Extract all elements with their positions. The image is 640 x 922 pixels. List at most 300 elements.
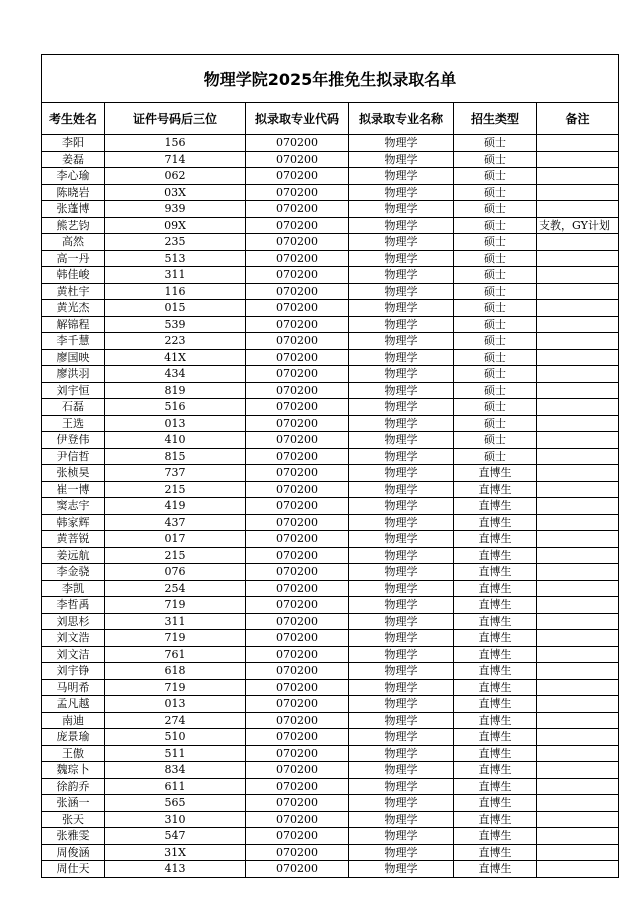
- table-row: [42, 184, 619, 201]
- major-code-cell: 070200: [246, 844, 349, 861]
- id-last3-cell: 013: [105, 415, 246, 432]
- id-last3-cell: 719: [105, 597, 246, 614]
- remarks-cell: [537, 481, 619, 498]
- remarks-cell: [537, 547, 619, 564]
- major-code-cell: 070200: [246, 316, 349, 333]
- id-last3-cell: 156: [105, 135, 246, 152]
- table-row: [42, 201, 619, 218]
- major-code-cell: 070200: [246, 531, 349, 548]
- id-last3-cell: 254: [105, 580, 246, 597]
- major-name-cell: 物理学: [349, 531, 454, 548]
- table-row: [42, 580, 619, 597]
- admission-type-cell: 硕士: [454, 135, 537, 152]
- major-code-cell: 070200: [246, 333, 349, 350]
- id-last3-cell: 719: [105, 630, 246, 647]
- major-name-cell: 物理学: [349, 349, 454, 366]
- remarks-cell: [537, 151, 619, 168]
- admission-type-cell: 直博生: [454, 481, 537, 498]
- remarks-cell: [537, 811, 619, 828]
- admission-type-cell: 硕士: [454, 432, 537, 449]
- major-code-cell: 070200: [246, 300, 349, 317]
- admission-type-cell: 硕士: [454, 366, 537, 383]
- major-name-cell: 物理学: [349, 729, 454, 746]
- remarks-cell: [537, 514, 619, 531]
- table-row: [42, 828, 619, 845]
- major-code-cell: 070200: [246, 547, 349, 564]
- major-code-cell: 070200: [246, 580, 349, 597]
- table-row: [42, 481, 619, 498]
- name-cell: 刘文浩: [42, 630, 105, 647]
- admission-type-cell: 直博生: [454, 597, 537, 614]
- table-row: [42, 283, 619, 300]
- table-row: [42, 531, 619, 548]
- table-row: [42, 613, 619, 630]
- major-code-cell: 070200: [246, 745, 349, 762]
- id-last3-cell: 547: [105, 828, 246, 845]
- major-name-cell: 物理学: [349, 283, 454, 300]
- admission-type-cell: 直博生: [454, 547, 537, 564]
- admission-type-cell: 硕士: [454, 415, 537, 432]
- name-cell: 姜磊: [42, 151, 105, 168]
- admission-type-cell: 直博生: [454, 613, 537, 630]
- id-last3-cell: 611: [105, 778, 246, 795]
- major-code-cell: 070200: [246, 663, 349, 680]
- name-cell: 廖洪羽: [42, 366, 105, 383]
- id-last3-cell: 618: [105, 663, 246, 680]
- major-code-cell: 070200: [246, 729, 349, 746]
- remarks-cell: [537, 597, 619, 614]
- major-name-cell: 物理学: [349, 498, 454, 515]
- id-last3-cell: 511: [105, 745, 246, 762]
- remarks-cell: [537, 795, 619, 812]
- admission-type-cell: 硕士: [454, 333, 537, 350]
- name-cell: 王选: [42, 415, 105, 432]
- admission-type-cell: 硕士: [454, 382, 537, 399]
- remarks-cell: [537, 168, 619, 185]
- major-name-cell: 物理学: [349, 399, 454, 416]
- id-last3-cell: 223: [105, 333, 246, 350]
- sheet-title: 物理学院2025年推免生拟录取名单: [42, 55, 619, 103]
- remarks-cell: [537, 613, 619, 630]
- remarks-cell: [537, 415, 619, 432]
- table-row: [42, 267, 619, 284]
- name-cell: 张涵一: [42, 795, 105, 812]
- table-row: [42, 316, 619, 333]
- name-cell: 黄光杰: [42, 300, 105, 317]
- remarks-cell: [537, 382, 619, 399]
- major-code-cell: 070200: [246, 399, 349, 416]
- major-code-cell: 070200: [246, 481, 349, 498]
- table-row: [42, 778, 619, 795]
- name-cell: 陈晓岩: [42, 184, 105, 201]
- major-name-cell: 物理学: [349, 679, 454, 696]
- name-cell: 张蓬博: [42, 201, 105, 218]
- id-last3-cell: 310: [105, 811, 246, 828]
- major-code-cell: 070200: [246, 234, 349, 251]
- name-cell: 黄杜宇: [42, 283, 105, 300]
- id-last3-cell: 116: [105, 283, 246, 300]
- table-row: [42, 333, 619, 350]
- admission-type-cell: 硕士: [454, 217, 537, 234]
- admission-type-cell: 直博生: [454, 745, 537, 762]
- major-name-cell: 物理学: [349, 168, 454, 185]
- admission-type-cell: 直博生: [454, 844, 537, 861]
- id-last3-cell: 076: [105, 564, 246, 581]
- major-name-cell: 物理学: [349, 448, 454, 465]
- remarks-cell: [537, 844, 619, 861]
- admission-type-cell: 直博生: [454, 828, 537, 845]
- admission-type-cell: 直博生: [454, 679, 537, 696]
- table-row: [42, 663, 619, 680]
- table-row: [42, 448, 619, 465]
- remarks-cell: [537, 250, 619, 267]
- admission-type-cell: 硕士: [454, 201, 537, 218]
- id-last3-cell: 539: [105, 316, 246, 333]
- name-cell: 伊登伟: [42, 432, 105, 449]
- remarks-cell: [537, 531, 619, 548]
- name-cell: 刘宇恒: [42, 382, 105, 399]
- table-row: [42, 564, 619, 581]
- remarks-cell: [537, 498, 619, 515]
- id-last3-cell: 062: [105, 168, 246, 185]
- major-code-cell: 070200: [246, 432, 349, 449]
- id-last3-cell: 311: [105, 267, 246, 284]
- name-cell: 李哲禹: [42, 597, 105, 614]
- major-name-cell: 物理学: [349, 481, 454, 498]
- remarks-cell: [537, 580, 619, 597]
- major-code-cell: 070200: [246, 597, 349, 614]
- admission-type-cell: 硕士: [454, 399, 537, 416]
- id-last3-cell: 017: [105, 531, 246, 548]
- table-row: [42, 795, 619, 812]
- name-cell: 窦志宇: [42, 498, 105, 515]
- name-cell: 马明希: [42, 679, 105, 696]
- name-cell: 刘文洁: [42, 646, 105, 663]
- name-cell: 李凯: [42, 580, 105, 597]
- remarks-cell: 支教，GY计划: [537, 217, 619, 234]
- id-last3-cell: 09X: [105, 217, 246, 234]
- remarks-cell: [537, 316, 619, 333]
- admission-type-cell: 硕士: [454, 349, 537, 366]
- major-code-cell: 070200: [246, 349, 349, 366]
- name-cell: 李心瑜: [42, 168, 105, 185]
- admission-type-cell: 直博生: [454, 861, 537, 878]
- major-name-cell: 物理学: [349, 250, 454, 267]
- remarks-cell: [537, 234, 619, 251]
- table-row: [42, 217, 619, 234]
- id-last3-cell: 274: [105, 712, 246, 729]
- major-name-cell: 物理学: [349, 151, 454, 168]
- name-cell: 刘宇铮: [42, 663, 105, 680]
- major-code-cell: 070200: [246, 250, 349, 267]
- id-last3-cell: 714: [105, 151, 246, 168]
- table-row: [42, 630, 619, 647]
- id-last3-cell: 311: [105, 613, 246, 630]
- major-code-cell: 070200: [246, 184, 349, 201]
- header-major-code: 拟录取专业代码: [246, 103, 349, 135]
- major-name-cell: 物理学: [349, 135, 454, 152]
- major-code-cell: 070200: [246, 778, 349, 795]
- major-name-cell: 物理学: [349, 316, 454, 333]
- header-row: [42, 103, 619, 135]
- name-cell: 熊艺钧: [42, 217, 105, 234]
- admission-type-cell: 硕士: [454, 234, 537, 251]
- admission-type-cell: 硕士: [454, 168, 537, 185]
- remarks-cell: [537, 432, 619, 449]
- table-row: [42, 135, 619, 152]
- admission-type-cell: 直博生: [454, 778, 537, 795]
- remarks-cell: [537, 712, 619, 729]
- remarks-cell: [537, 465, 619, 482]
- remarks-cell: [537, 778, 619, 795]
- major-name-cell: 物理学: [349, 712, 454, 729]
- remarks-cell: [537, 300, 619, 317]
- admission-type-cell: 直博生: [454, 646, 537, 663]
- admission-type-cell: 硕士: [454, 316, 537, 333]
- name-cell: 崔一博: [42, 481, 105, 498]
- name-cell: 孟凡越: [42, 696, 105, 713]
- table-row: [42, 382, 619, 399]
- major-name-cell: 物理学: [349, 514, 454, 531]
- name-cell: 南迪: [42, 712, 105, 729]
- table-row: [42, 729, 619, 746]
- name-cell: 徐韵乔: [42, 778, 105, 795]
- admission-type-cell: 直博生: [454, 564, 537, 581]
- remarks-cell: [537, 828, 619, 845]
- major-name-cell: 物理学: [349, 382, 454, 399]
- major-name-cell: 物理学: [349, 663, 454, 680]
- admission-type-cell: 直博生: [454, 465, 537, 482]
- major-code-cell: 070200: [246, 696, 349, 713]
- admission-type-cell: 直博生: [454, 498, 537, 515]
- table-row: [42, 547, 619, 564]
- id-last3-cell: 516: [105, 399, 246, 416]
- major-code-cell: 070200: [246, 828, 349, 845]
- name-cell: 李金骁: [42, 564, 105, 581]
- major-code-cell: 070200: [246, 382, 349, 399]
- id-last3-cell: 819: [105, 382, 246, 399]
- id-last3-cell: 939: [105, 201, 246, 218]
- table-row: [42, 696, 619, 713]
- admission-type-cell: 硕士: [454, 250, 537, 267]
- major-name-cell: 物理学: [349, 300, 454, 317]
- id-last3-cell: 510: [105, 729, 246, 746]
- id-last3-cell: 719: [105, 679, 246, 696]
- major-code-cell: 070200: [246, 283, 349, 300]
- major-code-cell: 070200: [246, 415, 349, 432]
- major-code-cell: 070200: [246, 465, 349, 482]
- remarks-cell: [537, 663, 619, 680]
- table-row: [42, 844, 619, 861]
- table-row: [42, 151, 619, 168]
- major-name-cell: 物理学: [349, 630, 454, 647]
- major-name-cell: 物理学: [349, 267, 454, 284]
- remarks-cell: [537, 745, 619, 762]
- id-last3-cell: 013: [105, 696, 246, 713]
- major-code-cell: 070200: [246, 448, 349, 465]
- name-cell: 李阳: [42, 135, 105, 152]
- major-name-cell: 物理学: [349, 580, 454, 597]
- remarks-cell: [537, 201, 619, 218]
- remarks-cell: [537, 349, 619, 366]
- major-name-cell: 物理学: [349, 547, 454, 564]
- remarks-cell: [537, 762, 619, 779]
- major-code-cell: 070200: [246, 498, 349, 515]
- major-code-cell: 070200: [246, 630, 349, 647]
- admission-type-cell: 硕士: [454, 300, 537, 317]
- name-cell: 张桢昊: [42, 465, 105, 482]
- major-name-cell: 物理学: [349, 762, 454, 779]
- remarks-cell: [537, 283, 619, 300]
- table-row: [42, 679, 619, 696]
- remarks-cell: [537, 448, 619, 465]
- name-cell: 王傲: [42, 745, 105, 762]
- major-name-cell: 物理学: [349, 778, 454, 795]
- admission-type-cell: 直博生: [454, 663, 537, 680]
- major-name-cell: 物理学: [349, 696, 454, 713]
- id-last3-cell: 235: [105, 234, 246, 251]
- admission-type-cell: 直博生: [454, 762, 537, 779]
- major-code-cell: 070200: [246, 646, 349, 663]
- table-row: [42, 349, 619, 366]
- id-last3-cell: 513: [105, 250, 246, 267]
- admission-type-cell: 直博生: [454, 712, 537, 729]
- major-code-cell: 070200: [246, 267, 349, 284]
- major-name-cell: 物理学: [349, 795, 454, 812]
- major-name-cell: 物理学: [349, 217, 454, 234]
- name-cell: 韩家辉: [42, 514, 105, 531]
- id-last3-cell: 215: [105, 481, 246, 498]
- major-code-cell: 070200: [246, 366, 349, 383]
- remarks-cell: [537, 696, 619, 713]
- id-last3-cell: 815: [105, 448, 246, 465]
- name-cell: 刘思杉: [42, 613, 105, 630]
- major-name-cell: 物理学: [349, 811, 454, 828]
- id-last3-cell: 565: [105, 795, 246, 812]
- name-cell: 周俊涵: [42, 844, 105, 861]
- admission-type-cell: 硕士: [454, 184, 537, 201]
- header-admission-type: 招生类型: [454, 103, 537, 135]
- table-row: [42, 712, 619, 729]
- admission-type-cell: 硕士: [454, 151, 537, 168]
- table-row: [42, 646, 619, 663]
- id-last3-cell: 434: [105, 366, 246, 383]
- major-code-cell: 070200: [246, 514, 349, 531]
- remarks-cell: [537, 646, 619, 663]
- major-code-cell: 070200: [246, 168, 349, 185]
- major-code-cell: 070200: [246, 613, 349, 630]
- table-row: [42, 514, 619, 531]
- remarks-cell: [537, 630, 619, 647]
- name-cell: 高一丹: [42, 250, 105, 267]
- major-name-cell: 物理学: [349, 613, 454, 630]
- admission-list-table: [41, 54, 619, 878]
- remarks-cell: [537, 184, 619, 201]
- admission-type-cell: 硕士: [454, 267, 537, 284]
- major-code-cell: 070200: [246, 135, 349, 152]
- id-last3-cell: 31X: [105, 844, 246, 861]
- name-cell: 石磊: [42, 399, 105, 416]
- name-cell: 张雅雯: [42, 828, 105, 845]
- major-name-cell: 物理学: [349, 366, 454, 383]
- major-name-cell: 物理学: [349, 564, 454, 581]
- table-row: [42, 861, 619, 878]
- major-name-cell: 物理学: [349, 432, 454, 449]
- table-row: [42, 745, 619, 762]
- header-id-last3: 证件号码后三位: [105, 103, 246, 135]
- admission-type-cell: 硕士: [454, 448, 537, 465]
- remarks-cell: [537, 729, 619, 746]
- name-cell: 张天: [42, 811, 105, 828]
- id-last3-cell: 437: [105, 514, 246, 531]
- name-cell: 韩佳峻: [42, 267, 105, 284]
- table-row: [42, 811, 619, 828]
- major-code-cell: 070200: [246, 151, 349, 168]
- major-name-cell: 物理学: [349, 333, 454, 350]
- table-row: [42, 498, 619, 515]
- header-remarks: 备注: [537, 103, 619, 135]
- remarks-cell: [537, 679, 619, 696]
- table-row: [42, 168, 619, 185]
- table-row: [42, 366, 619, 383]
- table-row: [42, 432, 619, 449]
- major-name-cell: 物理学: [349, 597, 454, 614]
- id-last3-cell: 737: [105, 465, 246, 482]
- admission-type-cell: 直博生: [454, 514, 537, 531]
- table-row: [42, 762, 619, 779]
- major-code-cell: 070200: [246, 201, 349, 218]
- id-last3-cell: 015: [105, 300, 246, 317]
- id-last3-cell: 03X: [105, 184, 246, 201]
- admission-type-cell: 直博生: [454, 696, 537, 713]
- major-code-cell: 070200: [246, 217, 349, 234]
- admission-type-cell: 直博生: [454, 729, 537, 746]
- id-last3-cell: 410: [105, 432, 246, 449]
- major-name-cell: 物理学: [349, 646, 454, 663]
- name-cell: 姜远航: [42, 547, 105, 564]
- major-name-cell: 物理学: [349, 844, 454, 861]
- major-code-cell: 070200: [246, 795, 349, 812]
- admission-type-cell: 硕士: [454, 283, 537, 300]
- major-name-cell: 物理学: [349, 415, 454, 432]
- major-code-cell: 070200: [246, 861, 349, 878]
- id-last3-cell: 413: [105, 861, 246, 878]
- name-cell: 庞景瑜: [42, 729, 105, 746]
- name-cell: 黄菩锐: [42, 531, 105, 548]
- name-cell: 尹信哲: [42, 448, 105, 465]
- name-cell: 周仕天: [42, 861, 105, 878]
- remarks-cell: [537, 861, 619, 878]
- major-name-cell: 物理学: [349, 184, 454, 201]
- admission-type-cell: 直博生: [454, 580, 537, 597]
- table-row: [42, 465, 619, 482]
- id-last3-cell: 41X: [105, 349, 246, 366]
- major-name-cell: 物理学: [349, 828, 454, 845]
- name-cell: 解锦程: [42, 316, 105, 333]
- major-code-cell: 070200: [246, 762, 349, 779]
- header-name: 考生姓名: [42, 103, 105, 135]
- admission-type-cell: 直博生: [454, 531, 537, 548]
- table-row: [42, 300, 619, 317]
- header-major-name: 拟录取专业名称: [349, 103, 454, 135]
- major-name-cell: 物理学: [349, 201, 454, 218]
- remarks-cell: [537, 333, 619, 350]
- admission-type-cell: 直博生: [454, 630, 537, 647]
- id-last3-cell: 834: [105, 762, 246, 779]
- major-name-cell: 物理学: [349, 465, 454, 482]
- id-last3-cell: 215: [105, 547, 246, 564]
- name-cell: 李千慧: [42, 333, 105, 350]
